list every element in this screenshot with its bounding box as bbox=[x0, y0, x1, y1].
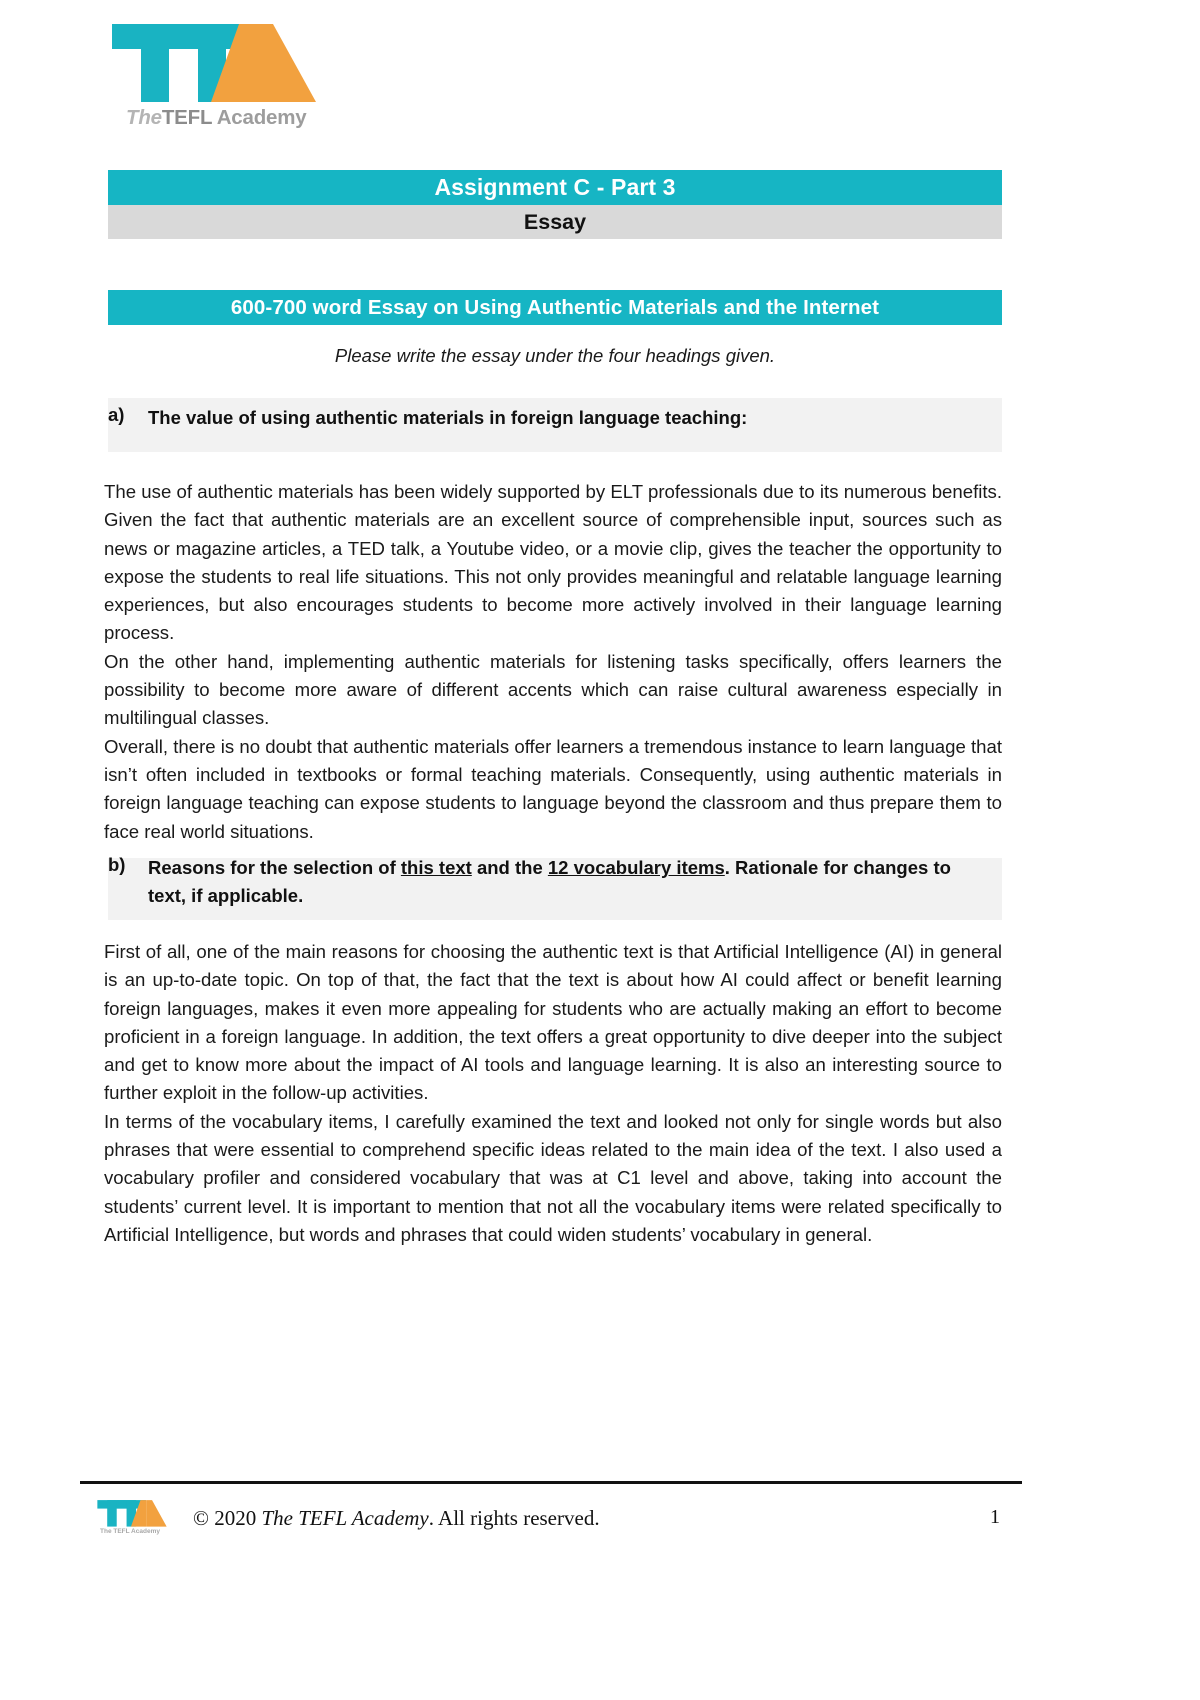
logo-word-tefl: TEFL bbox=[161, 106, 212, 129]
footer-logo-wordmark: The TEFL Academy bbox=[100, 1528, 160, 1535]
paragraph: Overall, there is no doubt that authentic materials offer learners a tremendous instance to learn language that isn’t often included in textbooks or formal teaching materials. Consequently, using authentic materials in foreign language teaching can expose students to language beyond the classroom and thus prepare them to face real world situations. bbox=[104, 735, 1002, 842]
page-number: 1 bbox=[990, 1506, 1000, 1528]
logo-word-academy: Academy bbox=[216, 106, 307, 129]
paragraph: First of all, one of the main reasons for choosing the authentic text is that Artificial Intelligence (AI) in general is an up-to-date topic. On top of that, the fact that the text is about how AI could affect or benefit learning foreign languages, makes it even more appealing for students who are actually making an effort to become proficient in a foreign language. In addition, the text offers a great opportunity to dive deeper into the subject and get to know more about the impact of AI tools and language learning. It is also an interesting source to further exploit in the follow-up activities. bbox=[104, 941, 1002, 1104]
footer-company-name: The TEFL Academy bbox=[261, 1506, 429, 1530]
essay-title-bar: 600-700 word Essay on Using Authentic Materials and the Internet bbox=[108, 290, 1002, 325]
section-a-heading-text: The value of using authentic materials in foreign language teaching: bbox=[148, 407, 748, 429]
section-a-marker: a) bbox=[108, 404, 125, 426]
footer-rights-text: . All rights reserved. bbox=[428, 1506, 600, 1530]
logo-word-the: The bbox=[126, 106, 162, 129]
tta-logo bbox=[108, 18, 338, 143]
footer-divider bbox=[80, 1481, 1022, 1484]
heading-b-part-1: Reasons for the selection of bbox=[148, 857, 401, 879]
section-b-marker: b) bbox=[108, 854, 126, 876]
section-b-body bbox=[104, 938, 1002, 1249]
section-a-body bbox=[104, 478, 1002, 846]
document-type-bar: Essay bbox=[108, 205, 1002, 239]
section-heading-a bbox=[108, 398, 1002, 452]
section-b-heading-text bbox=[148, 854, 990, 910]
paragraph: On the other hand, implementing authentic materials for listening tasks specifically, offers learners the possibility to become more aware of different accents which can raise cultural awareness especially in multilingual classes. bbox=[104, 650, 1002, 729]
instruction-text: Please write the essay under the four headings given. bbox=[334, 345, 776, 366]
tta-logo-mark-icon bbox=[108, 18, 320, 106]
paragraph: In terms of the vocabulary items, I carefully examined the text and looked not only for single words but also phrases that were essential to comprehend specific ideas related to the main idea of the text. I also used a vocabulary profiler and considered vocabulary that was at C1 level and above, taking into account the students’ current level. It is important to mention that not all the vocabulary items were related specifically to Artificial Intelligence, but words and phrases that could widen students’ vocabulary in general. bbox=[104, 1110, 1002, 1245]
footer-copyright-year: © 2020 bbox=[193, 1506, 262, 1530]
assignment-title-bar: Assignment C - Part 3 bbox=[108, 170, 1002, 205]
footer-copyright bbox=[193, 1506, 600, 1531]
tta-logo-wordmark bbox=[126, 106, 306, 130]
heading-b-underline-this-text: this text bbox=[400, 857, 472, 879]
paragraph: The use of authentic materials has been widely supported by ELT professionals due to its numerous benefits. Given the fact that authentic materials are an excellent source of comprehensible input, sources such as news or magazine articles, a TED talk, a Youtube video, or a movie clip, gives the teacher the opportunity to expose the students to real life situations. This not only provides meaningful and relatable language learning experiences, but also encourages students to become more actively involved in their language learning process. bbox=[104, 481, 1002, 644]
page-footer bbox=[80, 1492, 1022, 1562]
heading-b-part-2: and the bbox=[471, 857, 548, 879]
heading-b-part-3: . Rationale for changes to text, if applicable. bbox=[148, 857, 951, 906]
footer-tta-logo-icon bbox=[96, 1498, 174, 1546]
section-heading-b bbox=[108, 854, 1002, 920]
heading-b-underline-vocabulary-items: 12 vocabulary items bbox=[547, 857, 725, 879]
